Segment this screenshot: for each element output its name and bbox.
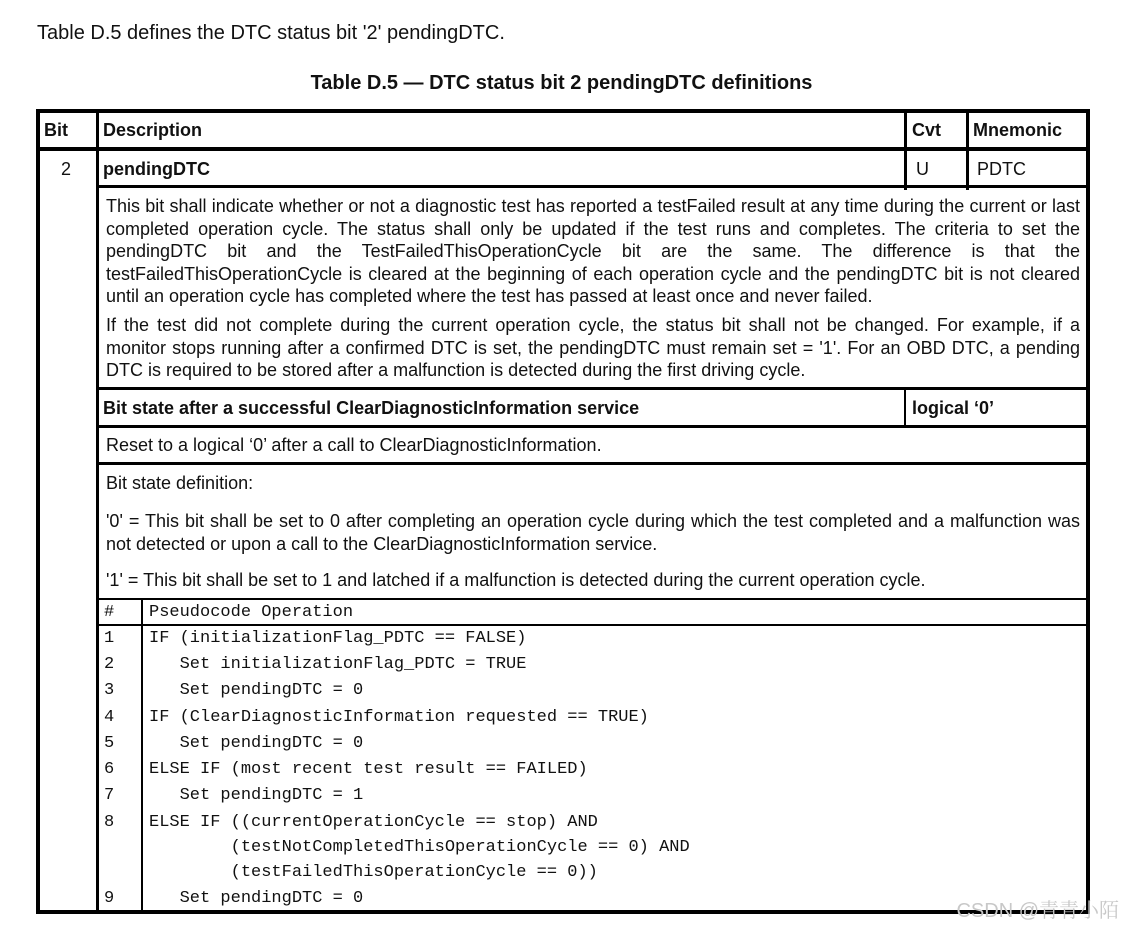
description-paragraph-2: If the test did not complete during the current operation cycle, the status bit shall not be changed. For example, if a monitor stops running after a confirmed DTC is set, the pendingDTC must remain set = '1'. For an OBD DTC, a pending DTC is required to be stored after a malfunction is detected during the first driving cycle. [106,315,1080,380]
header-description: Description [103,120,203,140]
row-divider [96,598,1086,600]
clear-state-label: Bit state after a successful ClearDiagnosticInformation service [103,398,640,418]
pseudocode-line-num: 2 [104,655,115,674]
pseudocode-line-code: IF (ClearDiagnosticInformation requested == TRUE) [149,708,649,727]
row-divider [96,185,1086,188]
intro-text: Table D.5 defines the DTC status bit '2' pendingDTC. [37,22,505,44]
pseudocode-line-num: 7 [104,786,115,805]
col-divider-clear-value [904,389,906,426]
pseudocode-header-op: Pseudocode Operation [149,603,354,622]
cvt-value: U [916,159,929,179]
bit-value: 2 [61,159,72,179]
description-paragraph-1: This bit shall indicate whether or not a diagnostic test has reported a testFailed result at any time during the current or last completed operation cycle. The status shall only be updated if the test runs and completes. The criteria to set the pendingDTC bit and the TestFailedThisOperationCycle bit are the same. The difference is that the testFailedThisOperationCycle is cleared at the beginning of each operation cycle and the pendingDTC bit is not cleared until an operation cycle has completed where the test has passed at least once and never failed. [106,196,1080,306]
pseudocode-line-code: Set pendingDTC = 0 [149,681,364,700]
pseudocode-line-code: Set pendingDTC = 0 [149,734,364,753]
pseudocode-line-num: 5 [104,734,115,753]
pseudocode-line-code: Set pendingDTC = 0 [149,889,364,908]
pseudocode-line-num: 3 [104,681,115,700]
mnemonic-value: PDTC [977,159,1026,179]
pseudocode-line-code: (testNotCompletedThisOperationCycle == 0) AND [149,838,690,857]
bit-name: pendingDTC [103,159,210,179]
pseudocode-line-code: IF (initializationFlag_PDTC == FALSE) [149,629,527,648]
bit-state-one: '1' = This bit shall be set to 1 and latched if a malfunction is detected during the current operation cycle. [106,570,926,590]
bit-state-zero: '0' = This bit shall be set to 0 after completing an operation cycle during which the test completed and a malfunction was not detected or upon a call to the ClearDiagnosticInformation service. [106,511,1080,554]
header-bit: Bit [44,120,68,140]
header-divider [40,147,1086,151]
dtc-status-table [36,109,1090,914]
pseudocode-header-num: # [104,603,115,622]
pseudocode-line-code: Set pendingDTC = 1 [149,786,364,805]
row-divider [96,425,1086,428]
header-mnemonic: Mnemonic [973,120,1063,140]
row-divider [96,387,1086,390]
table-caption: Table D.5 — DTC status bit 2 pendingDTC definitions [310,72,813,94]
col-divider-mnemonic [966,113,969,190]
col-divider-bit [96,113,99,910]
pseudocode-line-code: ELSE IF (most recent test result == FAILED) [149,760,588,779]
pseudocode-col-divider [141,598,143,910]
watermark: CSDN @青青小陌 [956,900,1119,922]
header-cvt: Cvt [912,120,942,140]
pseudocode-line-num: 1 [104,629,115,648]
col-divider-cvt [904,113,907,190]
clear-state-note: Reset to a logical ‘0’ after a call to ClearDiagnosticInformation. [106,435,602,455]
pseudocode-line-code: Set initializationFlag_PDTC = TRUE [149,655,527,674]
pseudocode-line-num: 6 [104,760,115,779]
row-divider [96,462,1086,465]
bit-state-title: Bit state definition: [106,473,254,493]
pseudocode-header-divider [96,624,1086,626]
pseudocode-line-num: 9 [104,889,115,908]
pseudocode-line-code: ELSE IF ((currentOperationCycle == stop) AND [149,813,598,832]
pseudocode-line-num: 4 [104,708,115,727]
pseudocode-line-num: 8 [104,813,115,832]
clear-state-value: logical ‘0’ [912,398,995,418]
pseudocode-line-code: (testFailedThisOperationCycle == 0)) [149,863,598,882]
